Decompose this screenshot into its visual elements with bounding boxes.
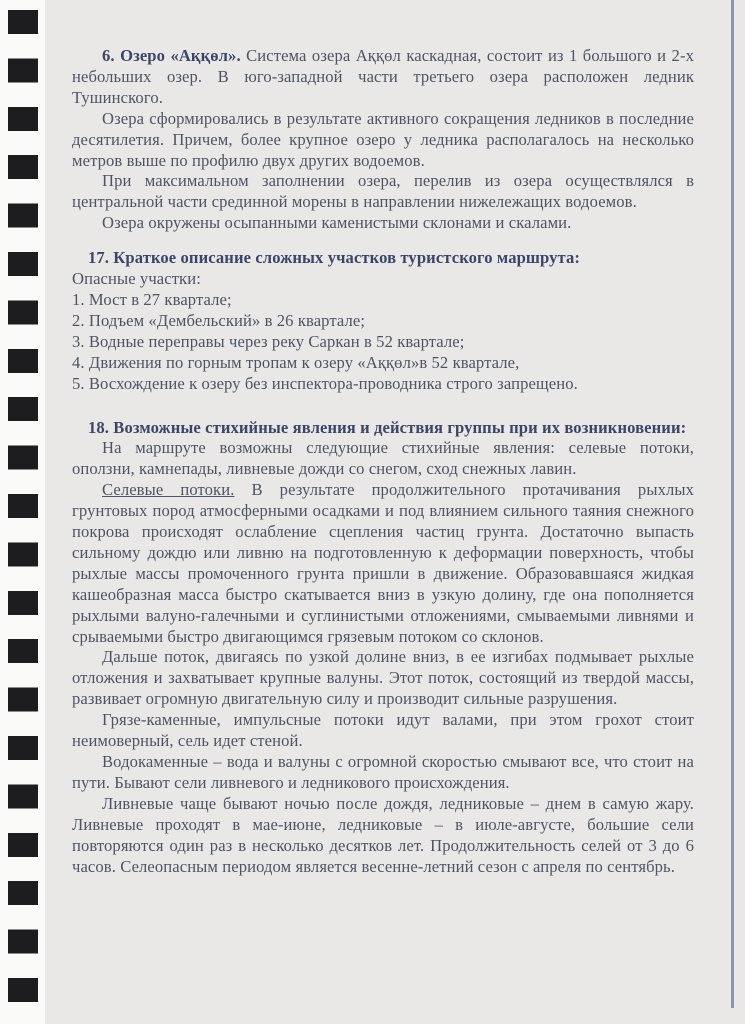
section-18-heading: 18. Возможные стихийные явления и действия группы при их возникновении: xyxy=(88,417,687,437)
paragraph-flow-downstream: Дальше поток, двигаясь по узкой долине вниз, в ее изгибах подмывает рыхлые отложения и захватывает крупные валуны. Этот поток, состоящий из твердой массы, развивает огромную двигательную силу и производит сильные разрушения. xyxy=(72,647,694,709)
paragraph-lakes-formation: Озера сформировались в результате активного сокращения ледников в последние десятилетия. Причем, более крупное озеро у ледника располагалось на несколько метров выше по профилю двух других водоемов. xyxy=(72,108,694,170)
danger-areas-label: Опасные участки: xyxy=(72,269,201,289)
section-6-lead: 6. Озеро «Аққөл». xyxy=(102,46,241,65)
paper-edge-strip xyxy=(0,0,45,1024)
paragraph-lake-overflow: При максимальном заполнении озера, перелив из озера осуществлялся в центральной части срединной морены в направлении нижележащих водоемов. xyxy=(72,171,694,212)
danger-item-1: 1. Мост в 27 квартале; xyxy=(72,289,232,309)
mudflows-term: Селевые потоки. xyxy=(102,480,235,500)
section-17-heading: 17. Краткое описание сложных участков туристского маршрута: xyxy=(88,248,581,268)
section-6-text: Система озера Аққөл каскадная, состоит из 1 большого и 2-х небольших озер. В юго-западной части третьего озера расположен ледник Тушинского. xyxy=(72,46,694,107)
paragraph-lake-akkol-intro xyxy=(72,46,694,109)
paragraph-lake-surroundings: Озера окружены осыпанными каменистыми склонами и скалами. xyxy=(102,213,572,233)
danger-item-2: 2. Подъем «Дембельский» в 26 квартале; xyxy=(72,310,366,330)
danger-item-5: 5. Восхождение к озеру без инспектора-проводника строго запрещено. xyxy=(72,373,578,393)
danger-item-4: 4. Движения по горным тропам к озеру «Аққөл»в 52 квартале, xyxy=(72,352,520,372)
spiral-binding-comb-icon xyxy=(8,10,38,1020)
paragraph-mudflows xyxy=(72,480,694,647)
paragraph-mud-stone-flows: Грязе-каменные, импульсные потоки идут валами, при этом грохот стоит неимоверный, сель идет стеной. xyxy=(72,710,694,751)
page-stack-edge-line xyxy=(731,0,734,1008)
document-content xyxy=(72,46,694,877)
mudflows-description: В результате продолжительного протачивания рыхлых грунтовых пород атмосферными осадками и под влиянием сильного таяния снежного покрова происходят ослабление сцепления частиц грунта. Достаточно выпасть сильному дождю или ливню на подготовленную к деформации поверхность, чтобы рыхлые массы промоченного грунта пришли в движение. Образовавшаяся жидкая кашеобразная масса быстро скатывается вниз в узкую долину, где она пополняется рыхлыми валуно-галечными и суглинистыми отложениями, смываемыми ливнями и срываемыми быстро двигающимся грязевым потоком со склонов. xyxy=(72,480,694,646)
paragraph-flow-seasonality: Ливневые чаще бывают ночью после дождя, ледниковые – днем в самую жару. Ливневые проходят в мае-июне, ледниковые – в июле-августе, большие сели повторяются один раз в несколько десятков лет. Продолжительность селей от 3 до 6 часов. Селеопасным периодом является весенне-летний сезон с апреля по сентябрь. xyxy=(72,793,694,876)
danger-item-3: 3. Водные переправы через реку Саркан в 52 квартале; xyxy=(72,331,465,351)
paragraph-water-stone-flows: Водокаменные – вода и валуны с огромной скоростью смывают все, что стоит на пути. Бывают сели ливневого и ледникового происхождения. xyxy=(72,752,694,792)
paragraph-possible-hazards: На маршруте возможны следующие стихийные явления: селевые потоки, оползни, камнепады, ливневые дожди со снегом, сход снежных лавин. xyxy=(72,438,694,479)
